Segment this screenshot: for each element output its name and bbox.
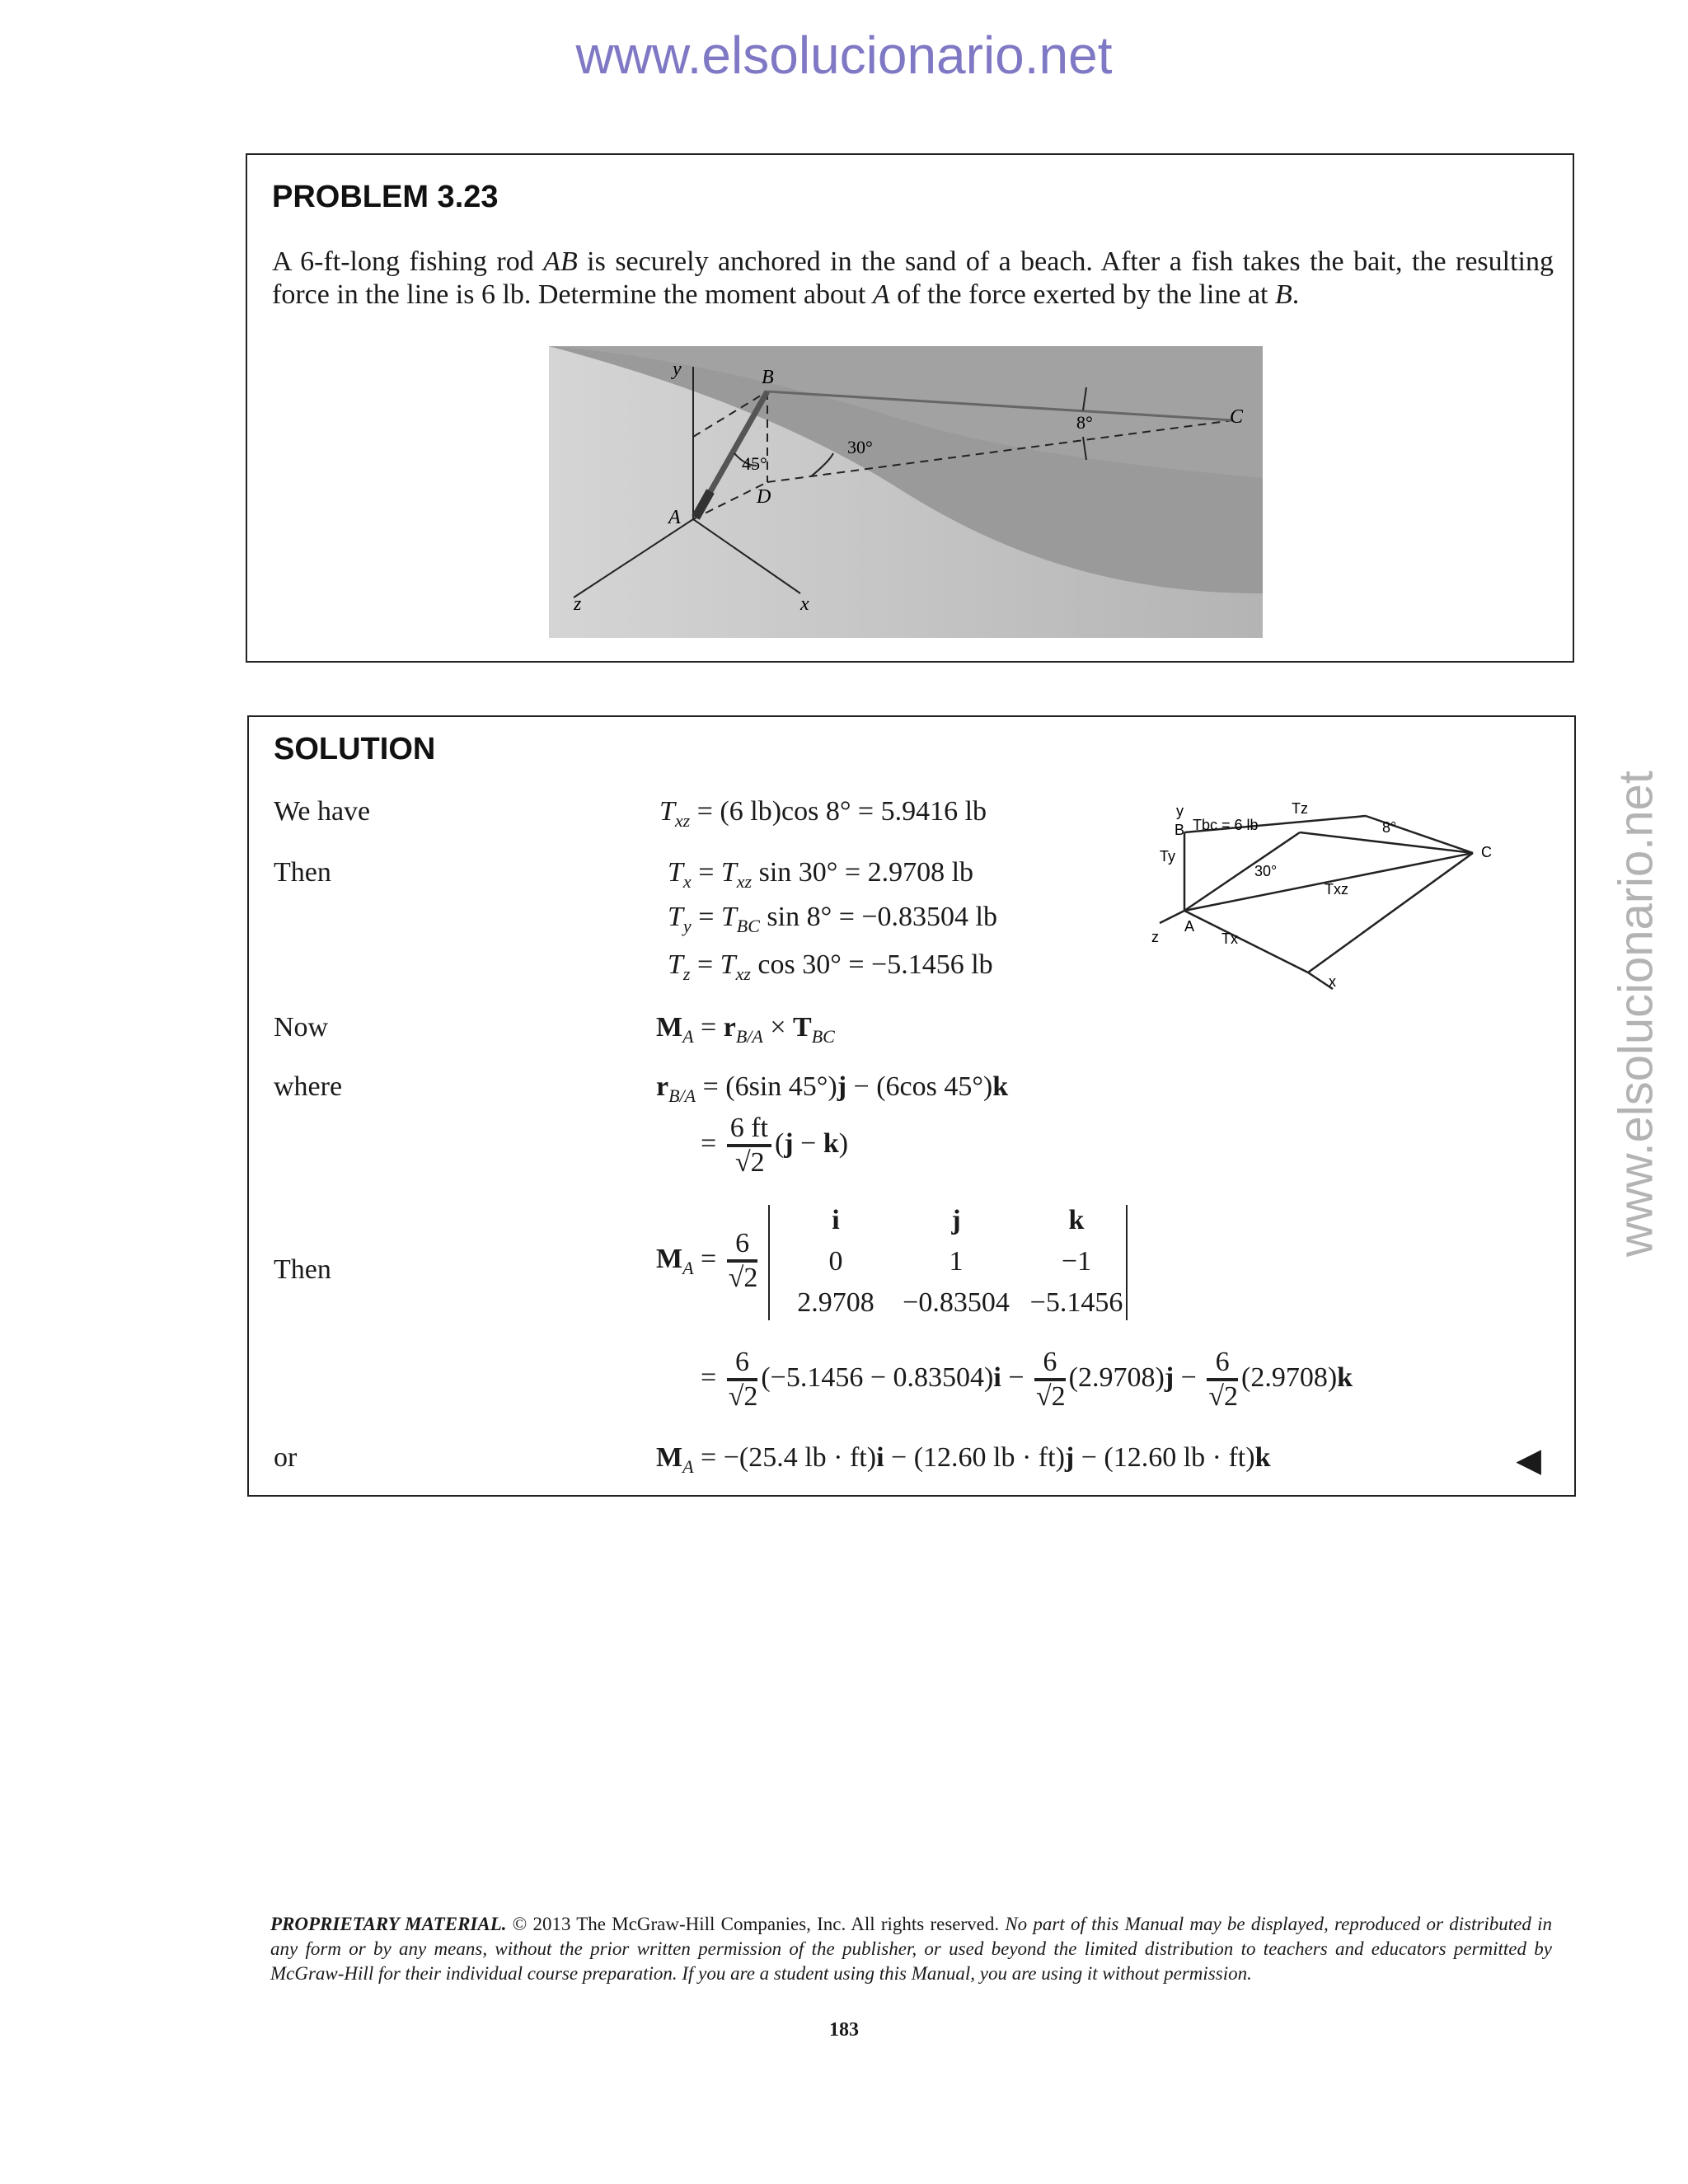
figure-label-d: D [757, 486, 771, 508]
sketch-label-30deg: 30° [1254, 863, 1278, 879]
sketch-label-b: B [1175, 822, 1185, 838]
eq-moment-def: $M_A = r_{B/A} \times T_{BC}$ [656, 1012, 835, 1047]
label-then-1: Then [274, 857, 331, 888]
label-now: Now [274, 1012, 329, 1043]
sketch-label-c: C [1481, 844, 1492, 860]
determinant-matrix: i j k 0 1 −1 2.9708 −0.83504 −5.1456 [768, 1205, 1128, 1320]
figure-label-y: y [673, 359, 682, 380]
eq-moment-det: $M_A$ = $\frac{6}{√2}$ [656, 1228, 758, 1293]
sketch-label-tz: Tz [1292, 800, 1308, 817]
sketch-label-a: A [1184, 918, 1195, 935]
label-then-2: Then [274, 1254, 331, 1285]
eq-tz: $T_z = T_{xz}$ cos 30° = −5.1456 lb [668, 949, 993, 984]
watermark-side: www.elsolucionario.net [1609, 771, 1663, 1257]
problem-title: PROBLEM 3.23 [272, 180, 499, 214]
label-we-have: We have [274, 796, 371, 827]
sketch-label-x: x [1329, 973, 1336, 990]
figure-label-a: A [668, 507, 681, 528]
sketch-label-tx: Tx [1221, 930, 1238, 947]
eq-r-simplified: = $\frac{6 ft}{√2}$ (j − k) [701, 1113, 849, 1178]
page-number: 183 [829, 2019, 859, 2041]
label-or: or [274, 1442, 298, 1473]
eq-ty: $T_y = T_{BC}$ sin 8° = −0.83504 lb [668, 902, 997, 936]
solution-box [247, 715, 1576, 1497]
copyright-footer: PROPRIETARY MATERIAL. © 2013 The McGraw-Hill Companies, Inc. All rights reserved. No part of this Manual may be displayed, reproduced or distributed in any form or by any means, without the prior written permission of the publisher, or used beyond the limited distribution to teachers and educators permitted by McGraw-Hill for their individual course preparation. If you are a student using this Manual, you are using it without permission. [270, 1914, 1552, 1984]
label-where: where [274, 1071, 343, 1102]
force-sketch [1143, 795, 1522, 993]
problem-statement: A 6-ft-long fishing rod AB is securely anchored in the sand of a beach. After a fish takes the bait, the resulting force in the line is 6 lb. Determine the moment about A of the force exerted by the line at B. [272, 246, 1554, 310]
figure-label-x: x [800, 593, 809, 615]
eq-r-ba: $r_{B/A} = (6\sin$ 45°)j − (6cos 45°)k [656, 1071, 1009, 1106]
sketch-label-z: z [1151, 929, 1159, 945]
sketch-label-txz: Txz [1325, 881, 1348, 898]
watermark-top: www.elsolucionario.net [575, 26, 1113, 85]
solution-title: SOLUTION [274, 732, 436, 766]
figure-label-b: B [762, 367, 774, 388]
sketch-label-tbc: Tbc = 6 lb [1193, 817, 1259, 833]
eq-final-answer: $M_A = -(25.4$ lb · ft)i − (12.60 lb · ft)j − (12.60 lb · ft)k [656, 1442, 1271, 1477]
eq-tx: $T_x = T_{xz}$ sin 30° = 2.9708 lb [668, 857, 974, 892]
figure-label-c: C [1230, 406, 1244, 428]
fishing-rod-figure [549, 346, 1263, 638]
figure-label-z: z [574, 593, 582, 615]
problem-box [246, 153, 1574, 663]
sketch-label-8deg: 8° [1382, 819, 1397, 836]
figure-angle-8: 8° [1076, 412, 1093, 433]
end-marker-icon: ◀ [1516, 1441, 1541, 1479]
sketch-label-y: y [1176, 803, 1184, 819]
eq-expansion: = $\frac{6}{√2}$ (−5.1456 − 0.83504)i − $\frac{6}{√2}$ (2.9708)j − $\frac{6}{√2}$ (2.9708)k [701, 1347, 1353, 1412]
eq-txz: $T_{xz} = (6$ lb)cos 8° = 5.9416 lb [659, 796, 987, 831]
sketch-label-ty: Ty [1160, 848, 1176, 865]
figure-angle-45: 45° [742, 453, 767, 474]
figure-angle-30: 30° [847, 437, 873, 457]
